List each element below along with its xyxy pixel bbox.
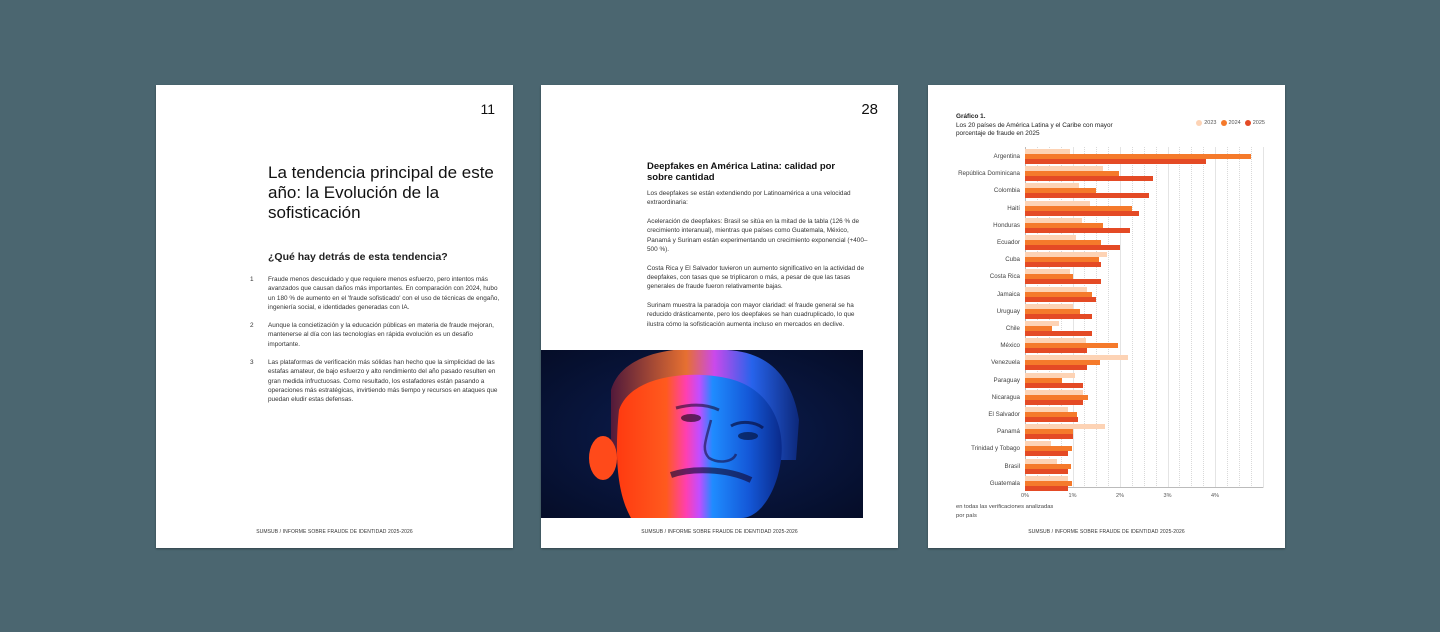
- category-label: México: [1000, 342, 1020, 350]
- bar-2025: [1025, 400, 1083, 405]
- chart-row: [1005, 321, 1263, 338]
- category-label: Paraguay: [993, 376, 1020, 384]
- chart-legend: [1196, 120, 1265, 126]
- list-item: [250, 275, 500, 312]
- bar-2025: [1025, 469, 1068, 474]
- chart-row: [989, 269, 1263, 286]
- chart-row: [993, 218, 1263, 235]
- category-label: Cuba: [1005, 256, 1020, 264]
- deepfake-portrait-image: [541, 350, 863, 518]
- legend-label: 2023: [1204, 120, 1217, 126]
- page-footer: SUMSUB / INFORME SOBRE FRAUDE DE IDENTIDAD 2025-2026: [256, 529, 413, 535]
- bar-2025: [1025, 297, 1096, 302]
- chart-title: Los 20 países de América Latina y el Caribe con mayor porcentaje de fraude en 2025: [956, 121, 1113, 137]
- list-item-number: 1: [250, 276, 254, 283]
- chart-row: [996, 424, 1263, 441]
- chart-row: [971, 441, 1263, 458]
- category-label: Panamá: [996, 428, 1020, 436]
- chart-caption: [956, 113, 1126, 139]
- category-label: Guatemala: [989, 479, 1020, 487]
- bar-2025: [1025, 365, 1087, 370]
- category-label: Uruguay: [996, 307, 1020, 315]
- legend-item-2023: [1196, 120, 1216, 126]
- trend-list: [250, 275, 500, 414]
- category-label: Chile: [1005, 325, 1020, 332]
- legend-item-2025: [1245, 120, 1265, 126]
- list-item-number: 2: [250, 322, 254, 330]
- bar-2025: [1025, 193, 1149, 198]
- page-footer: SUMSUB / INFORME SOBRE FRAUDE DE IDENTIDAD 2025-2026: [641, 529, 798, 535]
- bar-2025: [1025, 486, 1068, 491]
- chart-row: [993, 149, 1263, 166]
- chart-row: [1005, 252, 1263, 269]
- category-label: Nicaragua: [991, 393, 1020, 401]
- bar-2025: [1025, 262, 1101, 267]
- bar-2025: [1025, 245, 1120, 250]
- section-subtitle: ¿Qué hay detrás de esta tendencia?: [268, 251, 448, 263]
- chart-row: [996, 235, 1263, 252]
- category-label: Argentina: [993, 153, 1020, 160]
- legend-dot-icon: [1245, 120, 1251, 126]
- x-tick-label: 0%: [1021, 493, 1029, 499]
- axis-note: en todas las verificaciones analizadas por país: [956, 504, 1054, 519]
- x-tick-label: 1%: [1068, 493, 1077, 499]
- chart-row: [996, 287, 1263, 304]
- chart-row: [988, 407, 1263, 424]
- bar-2025: [1025, 228, 1130, 233]
- bar-2025: [1025, 159, 1206, 164]
- bar-2025: [1025, 348, 1087, 353]
- bar-2025: [1025, 211, 1139, 216]
- list-item: [250, 321, 500, 349]
- x-tick-label: 2%: [1116, 493, 1124, 499]
- paragraph: Surinam muestra la paradoja con mayor claridad: el fraude general se ha reducido drásticamente, pero los deepfakes se han cuadruplicado, lo que ilustra cómo la sofisticación aumenta incluso en mercados en declive.: [647, 302, 855, 328]
- chart-label: Gráfico 1.: [956, 113, 986, 120]
- bar-2025: [1025, 383, 1083, 388]
- category-label: Trinidad y Tobago: [971, 445, 1020, 453]
- chart-row: [991, 390, 1263, 407]
- report-page-28: [541, 85, 898, 548]
- bar-2025: [1025, 314, 1092, 319]
- paragraph: Aceleración de deepfakes: Brasil se sitúa en la mitad de la tabla (126 % de crecimiento interanual), mientras que países como Guatemala, México, Panamá y Surinam están experimentando un crecimiento exponencial (+400–500 %).: [647, 218, 868, 253]
- bar-2025: [1025, 417, 1078, 422]
- bar-2025: [1025, 451, 1068, 456]
- category-label: República Dominicana: [958, 170, 1020, 178]
- category-label: Costa Rica: [989, 273, 1020, 281]
- paragraph: Costa Rica y El Salvador tuvieron un aumento significativo en la actividad de deepfakes, con tasas que se triplicaron o más, a pesar de que las tasas generales de fraude fueron relativamente bajas.: [647, 264, 865, 291]
- list-item-text: Las plataformas de verificación más sólidas han hecho que la simplicidad de las estafas amateur, de bajo esfuerzo y alto rendimiento del año pasado resulten en gran medida infructuosas. Como resultado, los estafadores están pasando a operaciones más estratégicas, invirtiendo más tiempo y recursos en ataques que puedan eludir estas defensas.: [268, 359, 498, 404]
- chart-row: [1004, 459, 1263, 476]
- report-page-11: [156, 85, 513, 548]
- list-item: [250, 358, 500, 404]
- bar-2025: [1025, 279, 1101, 284]
- chart-row: [1000, 338, 1263, 355]
- legend-label: 2024: [1228, 120, 1241, 126]
- paragraph: Los deepfakes se están extendiendo por Latinoamérica a una velocidad extraordinaria:: [647, 190, 851, 207]
- category-label: Colombia: [993, 187, 1020, 195]
- legend-dot-icon: [1221, 120, 1227, 126]
- bar-2025: [1025, 434, 1073, 439]
- bar-chart-plot: [958, 147, 1263, 499]
- legend-label: 2025: [1252, 120, 1265, 126]
- category-label: Ecuador: [996, 239, 1020, 246]
- body-text: [647, 189, 869, 339]
- x-tick-label: 3%: [1163, 493, 1172, 499]
- list-item-number: 3: [250, 359, 254, 367]
- category-label: Jamaica: [996, 290, 1020, 298]
- category-label: El Salvador: [988, 411, 1020, 418]
- report-page-chart: [928, 85, 1285, 548]
- category-label: Haití: [1007, 204, 1020, 212]
- chart-row: [993, 183, 1263, 200]
- page-number: 11: [480, 101, 495, 117]
- category-label: Venezuela: [991, 359, 1020, 367]
- section-heading: Deepfakes en América Latina: calidad por sobre cantidad: [647, 161, 836, 183]
- page-title: La tendencia principal de este año: la Evolución de la sofisticación: [268, 163, 494, 222]
- chart-row: [996, 304, 1263, 321]
- chart-row: [989, 476, 1263, 493]
- bar-2025: [1025, 331, 1092, 336]
- category-label: Brasil: [1004, 462, 1020, 470]
- page-footer: SUMSUB / INFORME SOBRE FRAUDE DE IDENTIDAD 2025-2026: [1028, 529, 1185, 535]
- category-label: Honduras: [993, 221, 1020, 229]
- chart-row: [958, 166, 1263, 183]
- chart-row: [1007, 201, 1263, 218]
- list-item-text: Fraude menos descuidado y que requiere menos esfuerzo, pero intentos más avanzados que causan daños más importantes. En comparación con 2024, hubo un 180 % de aumento en el 'fraude sofisticado' con el uso de técnicas de engaño, ingeniería social, e identidades generadas con IA.: [268, 276, 500, 311]
- legend-dot-icon: [1196, 120, 1202, 126]
- page-number: 28: [861, 101, 878, 118]
- list-item-text: Aunque la concietización y la educación públicas en materia de fraude mejoran, mantenerse al día con las tecnologías en rápida evolución es un desafío importante.: [268, 322, 494, 348]
- bar-2025: [1025, 176, 1153, 181]
- legend-item-2024: [1221, 120, 1241, 126]
- x-tick-label: 4%: [1211, 493, 1219, 499]
- chart-row: [991, 355, 1263, 372]
- chart-row: [993, 373, 1263, 390]
